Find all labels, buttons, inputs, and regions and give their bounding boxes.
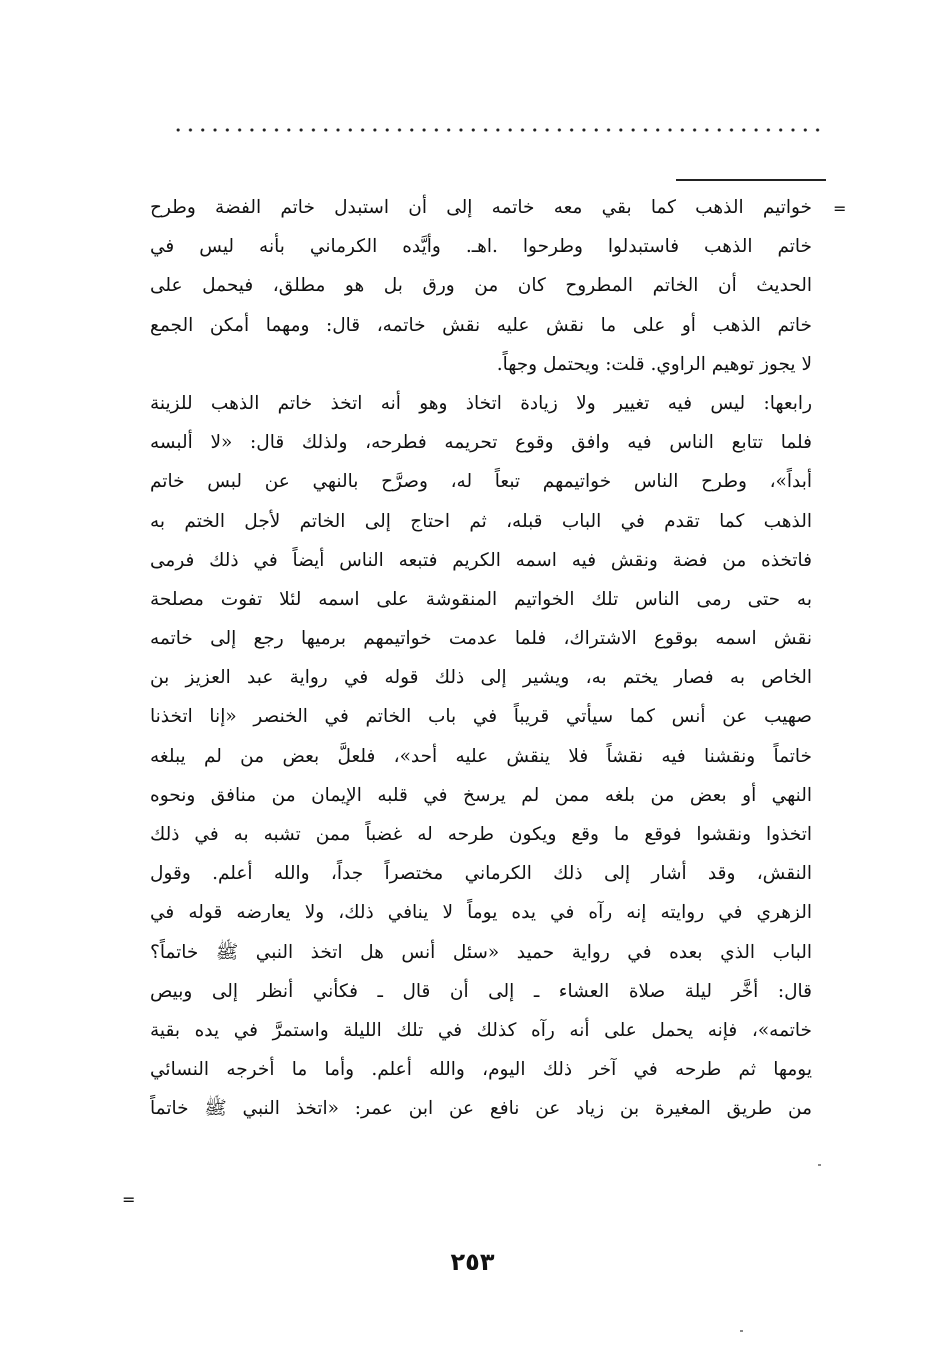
text-line: يومها ثم طرحه في آخر ذلك اليوم، والله أعلم. وأما ما أخرجه النسائي bbox=[150, 1059, 812, 1081]
text-line: النهي أو بعض من بلغه ممن لم يرسخ في قلبه الإيمان من منافق ونحوه bbox=[150, 784, 812, 806]
text-line: خواتيم الذهب كما بقي معه خاتمه إلى أن استبدل خاتم الفضة وطرح bbox=[150, 197, 812, 218]
text-line: الزهري في روايته إنه رآه في يده يوماً لا ينافي ذلك، ولا يعارضه قوله في bbox=[150, 902, 812, 924]
text-line: فاتخذه من فضة ونقش فيه اسمه الكريم فتبعه الناس أيضاً في ذلك فرمى bbox=[150, 549, 812, 571]
scan-speck bbox=[740, 1330, 743, 1332]
text-line: خاتماً ونقشنا فيه نقشاً فلا ينقش عليه أحد»، فلعلَّ بعض من لم يبلغه bbox=[150, 745, 812, 767]
text-line: أبداً»، وطرح الناس خواتيمهم تبعاً له، وصرَّح بالنهي عن لبس خاتم bbox=[150, 471, 812, 493]
body-text bbox=[150, 188, 812, 1129]
scan-speck bbox=[818, 1164, 821, 1166]
text-line: نقش اسمه بوقوع الاشتراك، فلما عدمت خواتيمهم برميها رجع إلى خاتمه bbox=[150, 628, 812, 650]
dotted-separator bbox=[172, 122, 822, 138]
text-line: صهيب عن أنس كما سيأتي قريباً في باب الخاتم في الخنصر «إنا اتخذنا bbox=[150, 706, 812, 728]
text-line: الحديث أن الخاتم المطروح كان من ورق بل هو مطلق، فيحمل على bbox=[150, 275, 812, 297]
text-line: النقش، وقد أشار إلى ذلك الكرماني مختصراً جداً، والله أعلم. وقول bbox=[150, 863, 812, 885]
text-line: اتخذوا ونقشوا فوقع ما وقع ويكون طرحه له غضباً ممن تشبه به في ذلك bbox=[150, 824, 812, 845]
text-line: الذهب كما تقدم في الباب قبله، ثم احتاج إلى الخاتم لأجل الختم به bbox=[150, 510, 812, 532]
footnote-rule bbox=[676, 179, 826, 181]
text-line: فلما تتابع الناس فيه وافق وقوع تحريمه فطرحه، ولذلك قال: «لا ألبسه bbox=[150, 432, 812, 454]
text-line: قال: أخَّر ليلة صلاة العشاء ـ إلى أن قال ـ فكأني أنظر إلى وبيص bbox=[150, 980, 812, 1002]
continuation-mark-bottom: = bbox=[122, 1190, 136, 1209]
text-line: خاتم الذهب أو على ما نقش عليه نقش خاتمه، قال: ومهما أمكن الجمع bbox=[150, 314, 812, 336]
text-line: الخاص به فصار يختم به، ويشير إلى ذلك قوله في رواية عبد العزيز بن bbox=[150, 667, 812, 689]
text-line: رابعها: ليس فيه تغيير ولا زيادة اتخاذ وهو أنه اتخذ خاتم الذهب للزينة bbox=[150, 392, 812, 414]
text-line: الباب الذي بعده في رواية حميد «سئل أنس هل اتخذ النبي ﷺ خاتماً؟ bbox=[150, 941, 812, 963]
text-line: خاتم الذهب فاستبدلوا وطرحوا .اهـ. وأيَّده الكرماني بأنه ليس في bbox=[150, 236, 812, 258]
text-line: خاتمه»، فإنه يحمل على أنه رآه كذلك في تلك الليلة واستمرَّ في يده بقية bbox=[150, 1019, 812, 1041]
text-line: من طريق المغيرة بن زياد عن نافع عن ابن عمر: «اتخذ النبي ﷺ خاتماً bbox=[150, 1098, 812, 1120]
page-number: ٢٥٣ bbox=[450, 1248, 495, 1276]
text-line: به حتى رمى الناس تلك الخواتيم المنقوشة على اسمه لئلا تفوت مصلحة bbox=[150, 588, 812, 610]
text-line: لا يجوز توهيم الراوي. قلت: ويحتمل وجهاً. bbox=[496, 353, 812, 375]
continuation-mark-top: = bbox=[833, 199, 847, 218]
